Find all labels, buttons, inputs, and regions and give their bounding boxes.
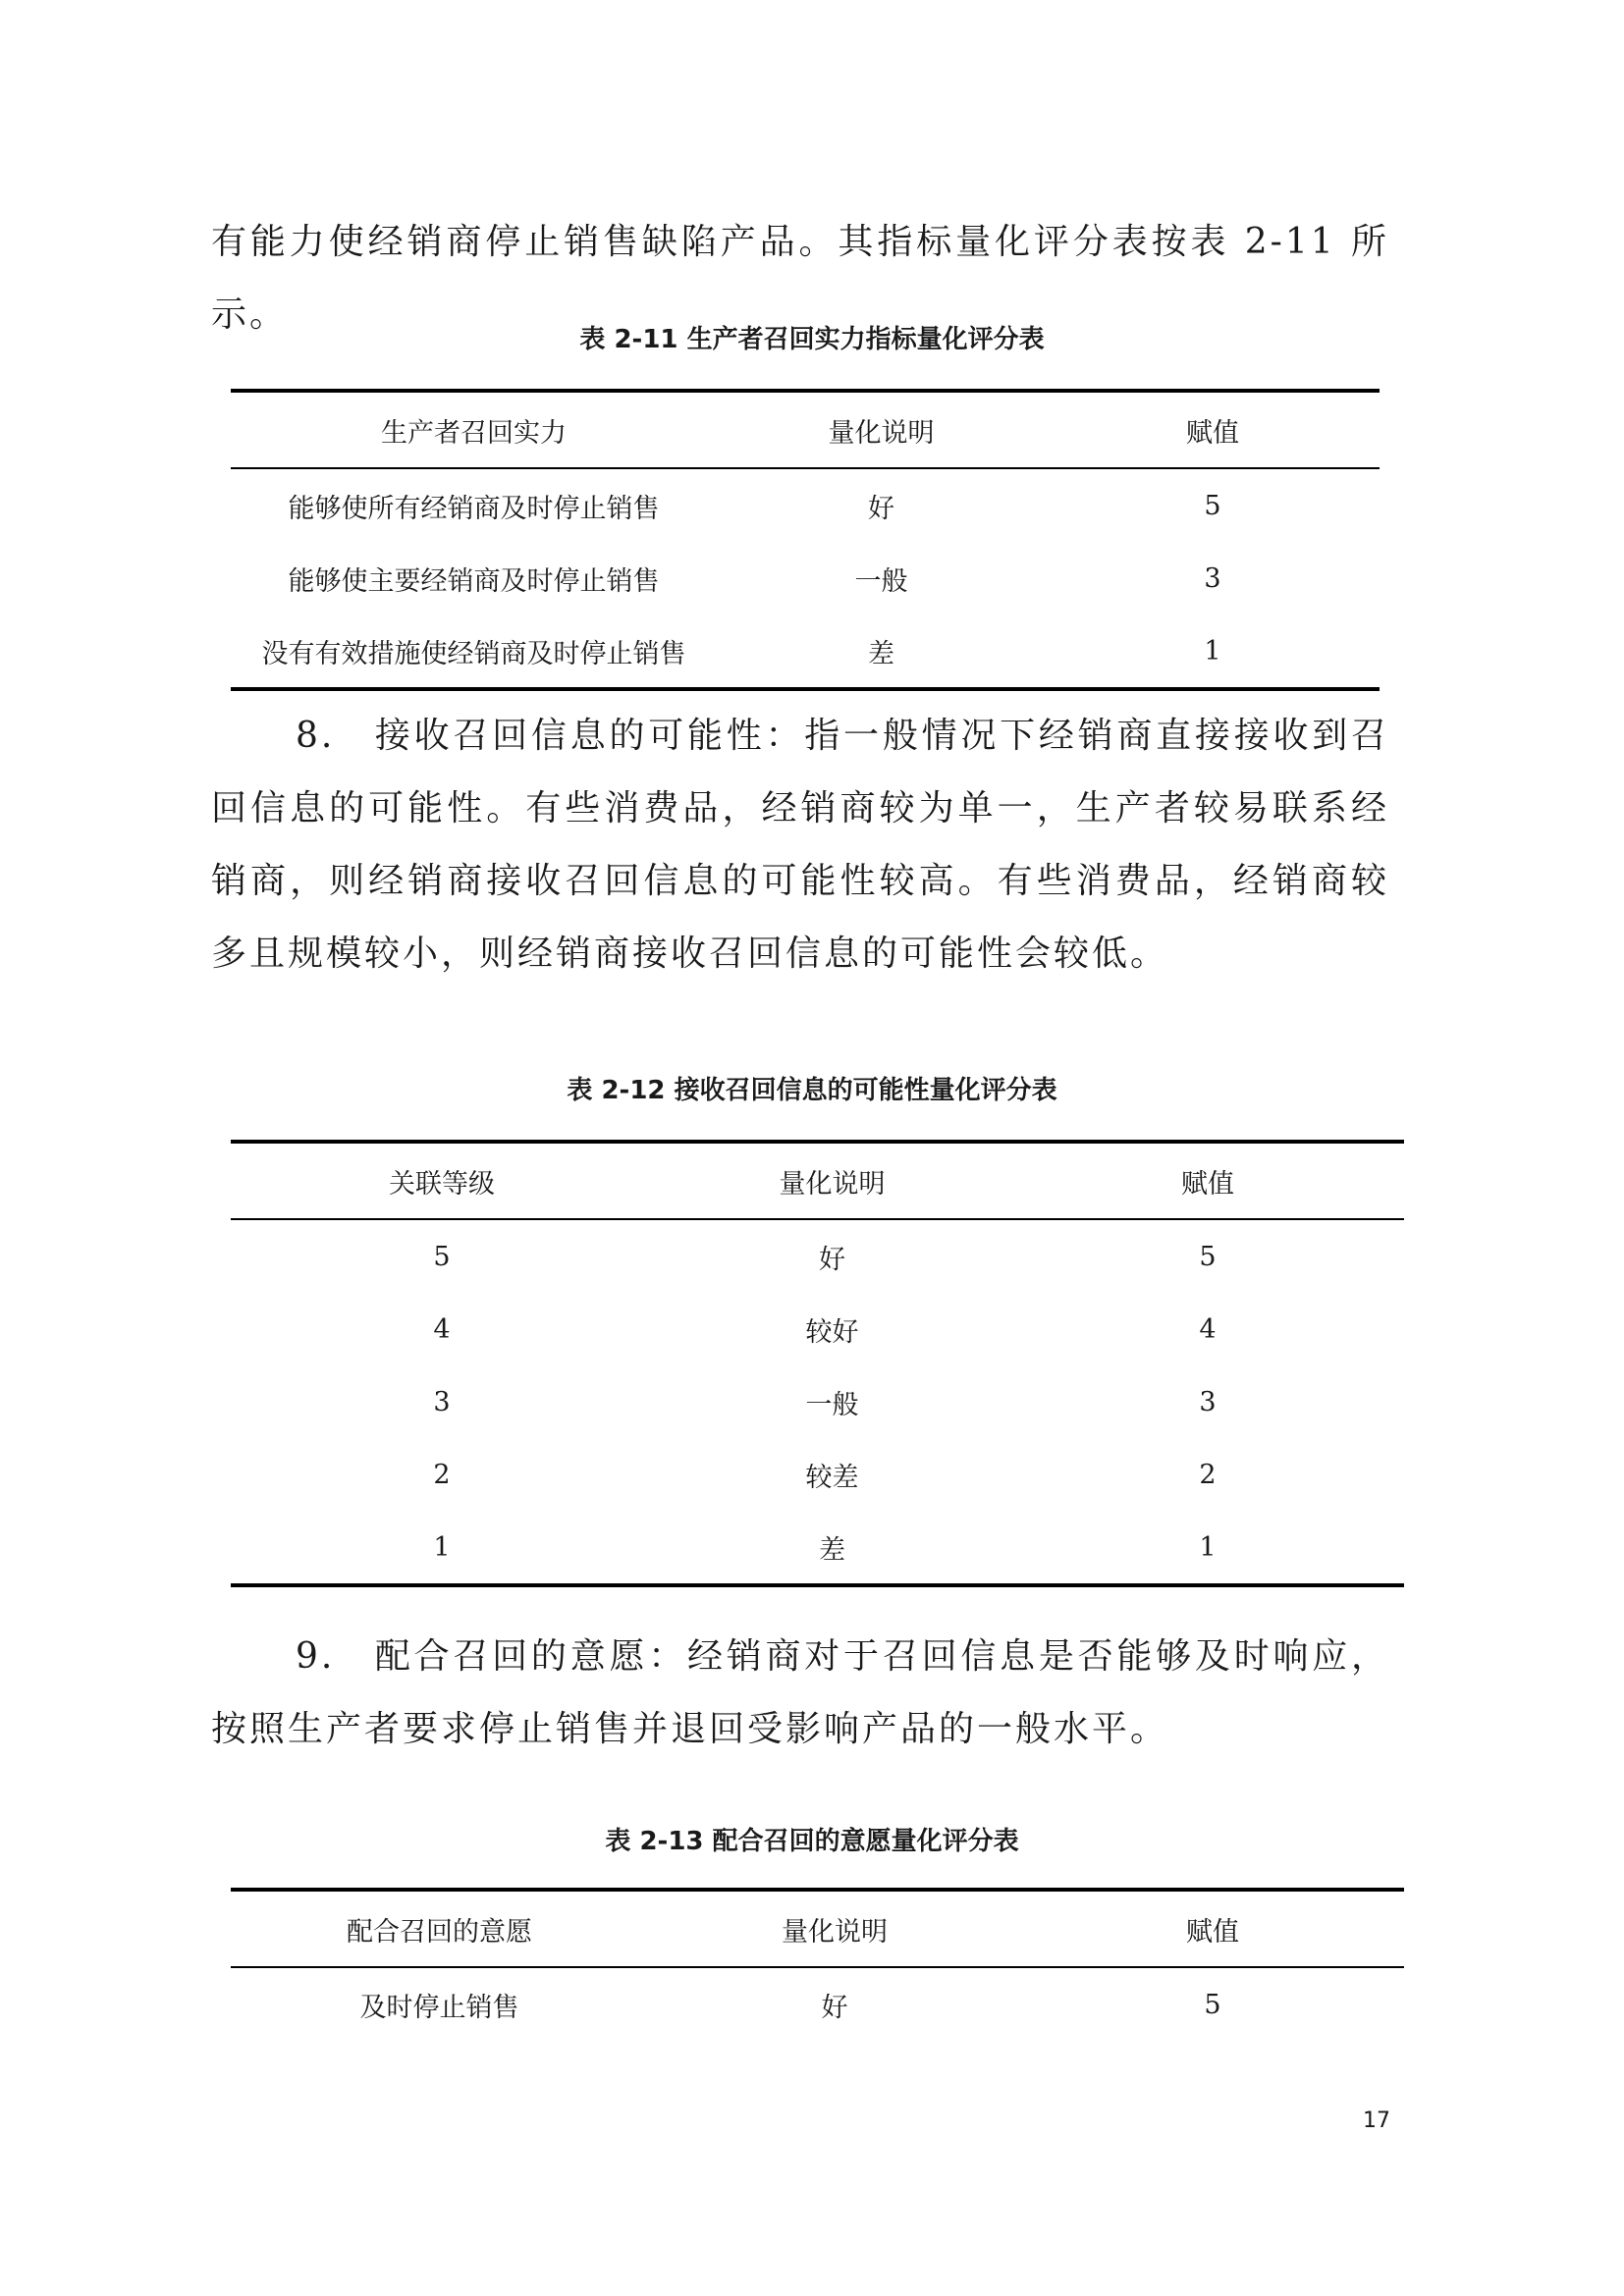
table-row	[231, 1511, 1404, 1585]
table-header-row	[231, 1142, 1404, 1219]
table-cell: 能够使主要经销商及时停止销售	[288, 565, 660, 597]
table-header-row	[231, 391, 1380, 468]
table-row	[231, 1219, 1404, 1293]
paragraph-3	[211, 1621, 1389, 1766]
table-cell: 及时停止销售	[359, 1992, 519, 2023]
table-cell: 没有有效措施使经销商及时停止销售	[231, 614, 717, 689]
table-cell: 一般	[854, 565, 908, 597]
table-cell: 5	[1204, 1989, 1221, 2020]
table-2-11	[231, 389, 1380, 691]
table-row	[231, 614, 1380, 689]
table-cell: 2	[433, 1459, 451, 1490]
table-cell: 5	[1199, 1241, 1217, 1272]
table-cell: 差	[717, 614, 1046, 689]
table-2-11-caption: 表 2-11 生产者召回实力指标量化评分表	[579, 325, 1045, 354]
column-header: 赋值	[1021, 1890, 1404, 1967]
table-cell: 一般	[805, 1389, 859, 1420]
column-header: 配合召回的意愿	[231, 1890, 648, 1967]
table-row	[231, 1438, 1404, 1511]
column-header: 关联等级	[231, 1142, 653, 1219]
table-cell: 1	[231, 1511, 653, 1585]
table-2-12-caption: 表 2-12 接收召回信息的可能性量化评分表	[567, 1076, 1057, 1105]
paragraph-3-text: 9. 配合召回的意愿：经销商对于召回信息是否能够及时响应，按照生产者要求停止销售并退回受影响产品的一般水平。	[211, 1636, 1389, 1749]
paragraph-1-text: 有能力使经销商停止销售缺陷产品。其指标量化评分表按表 2-11 所示。	[211, 222, 1389, 335]
paragraph-2-text: 8. 接收召回信息的可能性：指一般情况下经销商直接接收到召回信息的可能性。有些消费品，经销商较为单一，生产者较易联系经销商，则经销商接收召回信息的可能性较高。有些消费品，经销商较多且规模较小，则经销商接收召回信息的可能性会较低。	[211, 716, 1389, 974]
table-cell: 1	[1046, 614, 1380, 689]
table-row	[231, 542, 1380, 614]
table-2-13-caption: 表 2-13 配合召回的意愿量化评分表	[605, 1827, 1019, 1856]
table-row	[231, 468, 1380, 542]
table-row	[231, 1967, 1404, 2041]
table-header-row	[231, 1890, 1404, 1967]
column-header: 赋值	[1046, 391, 1380, 468]
table-cell: 能够使所有经销商及时停止销售	[288, 493, 660, 524]
column-header: 量化说明	[648, 1890, 1021, 1967]
page-number: 17	[1363, 2109, 1390, 2133]
column-header: 赋值	[1011, 1142, 1404, 1219]
table-cell: 较差	[805, 1462, 859, 1493]
table-cell: 3	[1204, 562, 1221, 594]
paragraph-2	[211, 700, 1389, 990]
table-cell: 较好	[805, 1316, 859, 1348]
table-2-13	[231, 1888, 1404, 2041]
table-row	[231, 1365, 1404, 1438]
table-cell: 4	[1199, 1313, 1217, 1345]
table-cell: 4	[433, 1313, 451, 1345]
column-header: 量化说明	[717, 391, 1046, 468]
table-cell: 5	[433, 1241, 451, 1272]
table-cell: 3	[433, 1386, 451, 1417]
table-cell: 3	[1199, 1386, 1217, 1417]
table-cell: 5	[1204, 490, 1221, 521]
table-cell: 差	[653, 1511, 1011, 1585]
table-cell: 好	[819, 1244, 845, 1275]
column-header: 量化说明	[653, 1142, 1011, 1219]
table-cell: 2	[1199, 1459, 1217, 1490]
table-row	[231, 1293, 1404, 1365]
table-cell: 1	[1011, 1511, 1404, 1585]
table-cell: 好	[821, 1992, 848, 2023]
table-cell: 好	[868, 493, 894, 524]
column-header: 生产者召回实力	[231, 391, 717, 468]
table-2-12	[231, 1140, 1404, 1587]
